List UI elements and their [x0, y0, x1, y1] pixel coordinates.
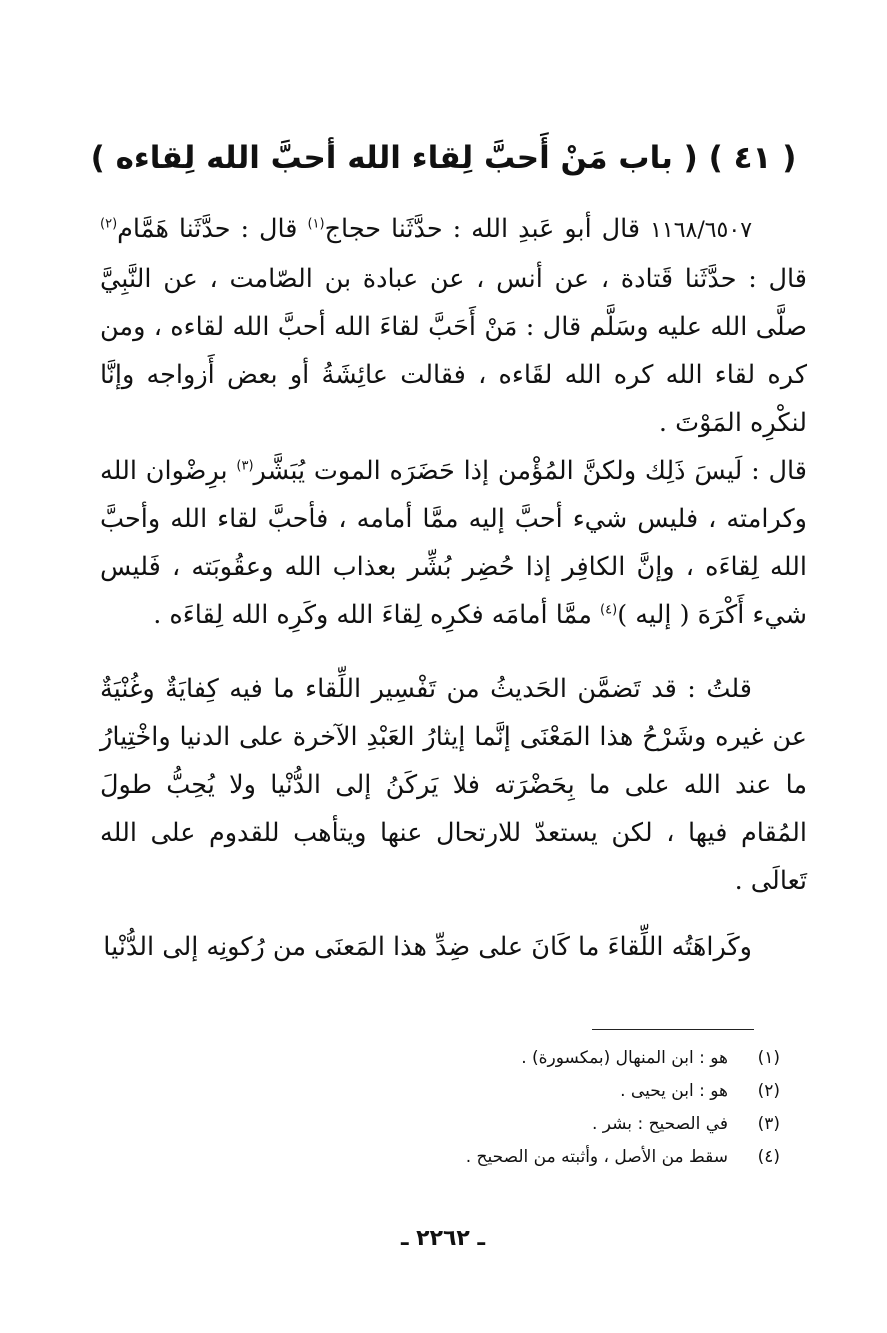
footnote-item	[300, 1141, 780, 1174]
footnote-text: سقط من الأصل ، وأثبته من الصحيح .	[465, 1147, 728, 1167]
footnote-ref-3: (٣)	[236, 458, 254, 474]
commentary-paragraph-1: قلتُ : قد تَضمَّن الحَديثُ من تَفْسِير اللِّقاء ما فيه كِفايَةٌ وغُنْيَةٌ عن غيره وشَرْحُ هذا المَعْنَى إنَّما إيثارُ العَبْدِ الآخرة على الدنيا واخْتِيارُ ما عند الله على ما بِحَضْرَته فلا يَركَنُ إلى الدُّنْيا ولا يُحِبُّ طولَ المُقام فيها ، لكن يستعدّ للارتحال عنها ويتأهب للقدوم على الله تَعالَى .	[100, 674, 807, 896]
footnote-ref-4: (٤)	[600, 602, 618, 618]
footnote-marker: (٢)	[757, 1081, 780, 1101]
footnote-text: في الصحيح : بشر .	[591, 1114, 728, 1134]
footnote-text: هو : ابن يحيى .	[620, 1081, 728, 1101]
commentary-block	[100, 665, 807, 971]
footnote-item	[300, 1042, 780, 1075]
footnote-text: هو : ابن المنهال (بمكسورة) .	[521, 1048, 728, 1068]
footnote-ref-1: (١)	[307, 216, 325, 232]
footnote-ref-2: (٢)	[100, 216, 118, 232]
footnote-marker: (٤)	[757, 1147, 780, 1167]
hadith-text-rest: قال : حدَّثَنا قَتادة ، عن أنس ، عن عبادة بن الصّامت ، عن النَّبِيَّ صلَّى الله عليه وسَلَّم قال : مَنْ أَحَبَّ لقاءَ الله أحبَّ الله لقاءه ، ومن كره لقاء الله كره الله لقَاءه ، فقالت عائِشَةُ أو بعض أَزواجه وإنَّا لنكْرِه المَوْتَ .	[100, 264, 807, 438]
commentary-paragraph-2: وكَراهَتُه اللِّقاءَ ما كَانَ على ضِدِّ هذا المَعنَى من رُكونِه إلى الدُّنْيا	[103, 932, 752, 962]
footnotes-list	[300, 1042, 780, 1174]
chapter-title: ( ٤١ ) ( باب مَنْ أَحبَّ لِقاء الله أحبَّ الله لِقاءه )	[90, 140, 797, 176]
footnote-marker: (١)	[757, 1048, 780, 1068]
hadith-text-2-rest: ممَّا أمامَه فكرِه لِقاءَ الله وكَرِه الله لِقاءَه .	[153, 600, 592, 630]
hadith-text-2-lead: قال : لَيسَ ذَلِك ولكنَّ المُؤْمن إذا حَضَرَه الموت يُبَشَّر	[253, 456, 807, 486]
footnote-item	[300, 1108, 780, 1141]
footnote-item	[300, 1075, 780, 1108]
hadith-text-mid: قال : حدَّثَنا هَمَّام	[117, 214, 298, 244]
hadith-block	[100, 205, 807, 639]
hadith-number: ١١٦٨/٦٥٠٧	[650, 218, 753, 243]
hadith-paragraph-2	[100, 447, 807, 639]
footnote-divider	[592, 1029, 754, 1030]
page-number: ـ ٢٢٦٢ ـ	[400, 1226, 486, 1251]
hadith-text-lead: قال أبو عَبدِ الله : حدَّثَنا حجاج	[324, 214, 641, 244]
hadith-text-2-mid: برِضْوان الله وكرامته ، فليس شيء أحبَّ إليه ممَّا أمامه ، فأحبَّ لقاء الله وأحبَّ الله لِقاءَه ، وإنَّ الكافِر إذا حُضِر بُشِّر بعذاب الله وعقُوبَته ، فَليس شيء أَكْرَهَ ( إليه )	[100, 456, 807, 630]
hadith-paragraph-1	[100, 205, 807, 447]
footnote-marker: (٣)	[757, 1114, 780, 1134]
